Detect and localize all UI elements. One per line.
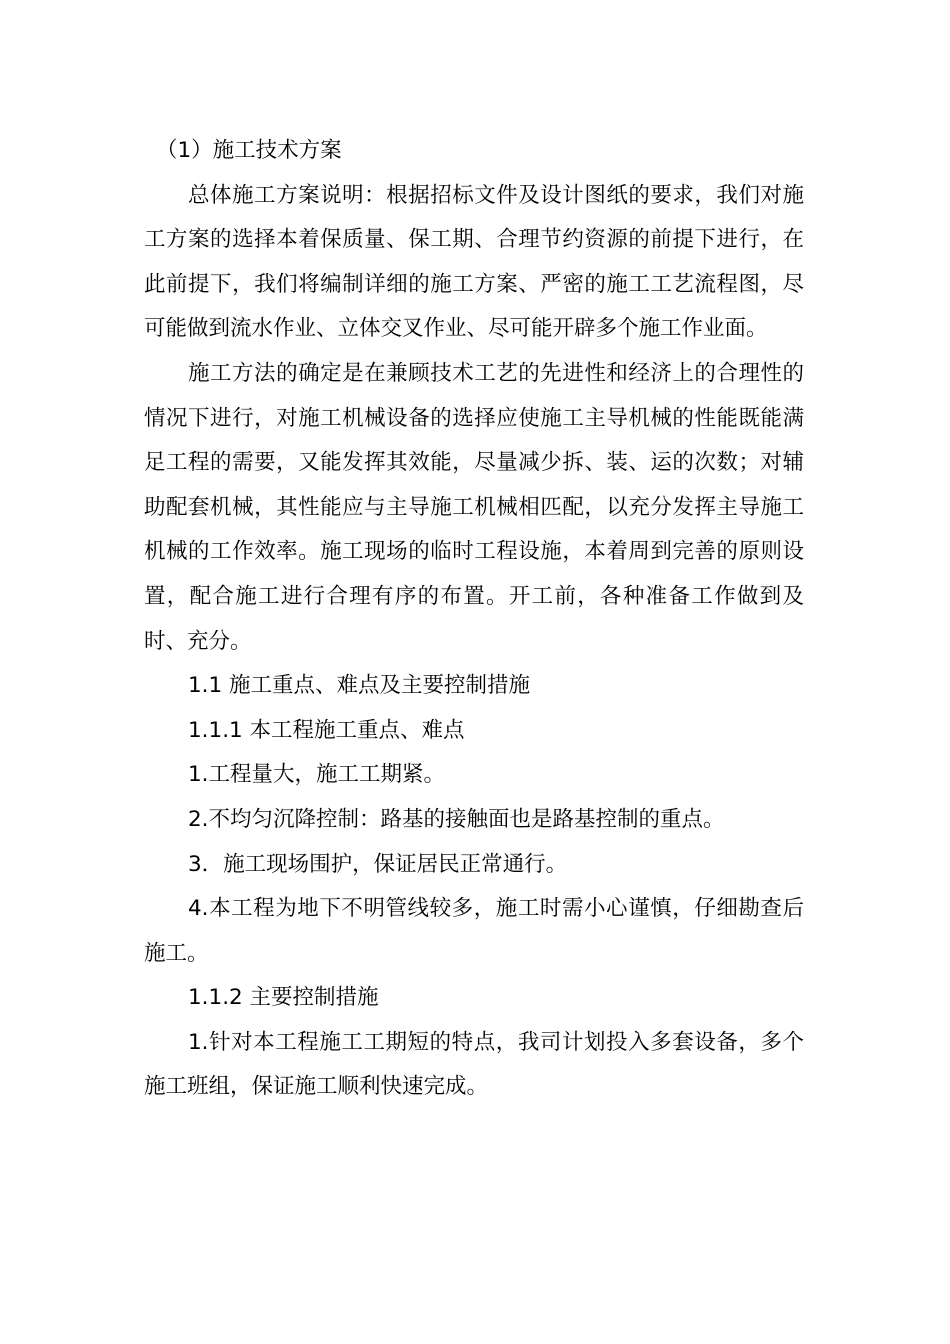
paragraph-construction-method: 施工方法的确定是在兼顾技术工艺的先进性和经济上的合理性的情况下进行，对施工机械设备的选择应使施工主导机械的性能既能满足工程的需要，又能发挥其效能，尽量减少拆、装、运的次数；对辅助配套机械，其性能应与主导施工机械相匹配，以充分发挥主导施工机械的工作效率。施工现场的临时工程设施，本着周到完善的原则设置，配合施工进行合理有序的布置。开工前，各种准备工作做到及时、充分。 — [144, 360, 804, 654]
list-item-3: 3．施工现场围护，保证居民正常通行。 — [188, 851, 568, 877]
subsection-heading-key-difficulties: 1.1.1 本工程施工重点、难点 — [188, 717, 465, 743]
list-item-4: 4.本工程为地下不明管线较多，施工时需小心谨慎，仔细勘查后施工。 — [144, 896, 804, 966]
document-body — [144, 129, 804, 1110]
measure-item-1: 1.针对本工程施工工期短的特点，我司计划投入多套设备，多个施工班组，保证施工顺利快速完成。 — [144, 1029, 804, 1100]
section-heading-construction-plan: （1）施工技术方案 — [156, 138, 342, 163]
subsection-heading-control-measures: 1.1.2 主要控制措施 — [188, 985, 379, 1011]
list-item-1: 1.工程量大，施工工期紧。 — [188, 762, 446, 788]
list-item-2: 2.不均匀沉降控制：路基的接触面也是路基控制的重点。 — [188, 806, 725, 832]
paragraph-overall-plan: 总体施工方案说明：根据招标文件及设计图纸的要求，我们对施工方案的选择本着保质量、保工期、合理节约资源的前提下进行，在此前提下，我们将编制详细的施工方案、严密的施工工艺流程图，尽可能做到流水作业、立体交叉作业、尽可能开辟多个施工作业面。 — [144, 182, 804, 342]
subsection-heading-key-points: 1.1 施工重点、难点及主要控制措施 — [188, 673, 531, 699]
